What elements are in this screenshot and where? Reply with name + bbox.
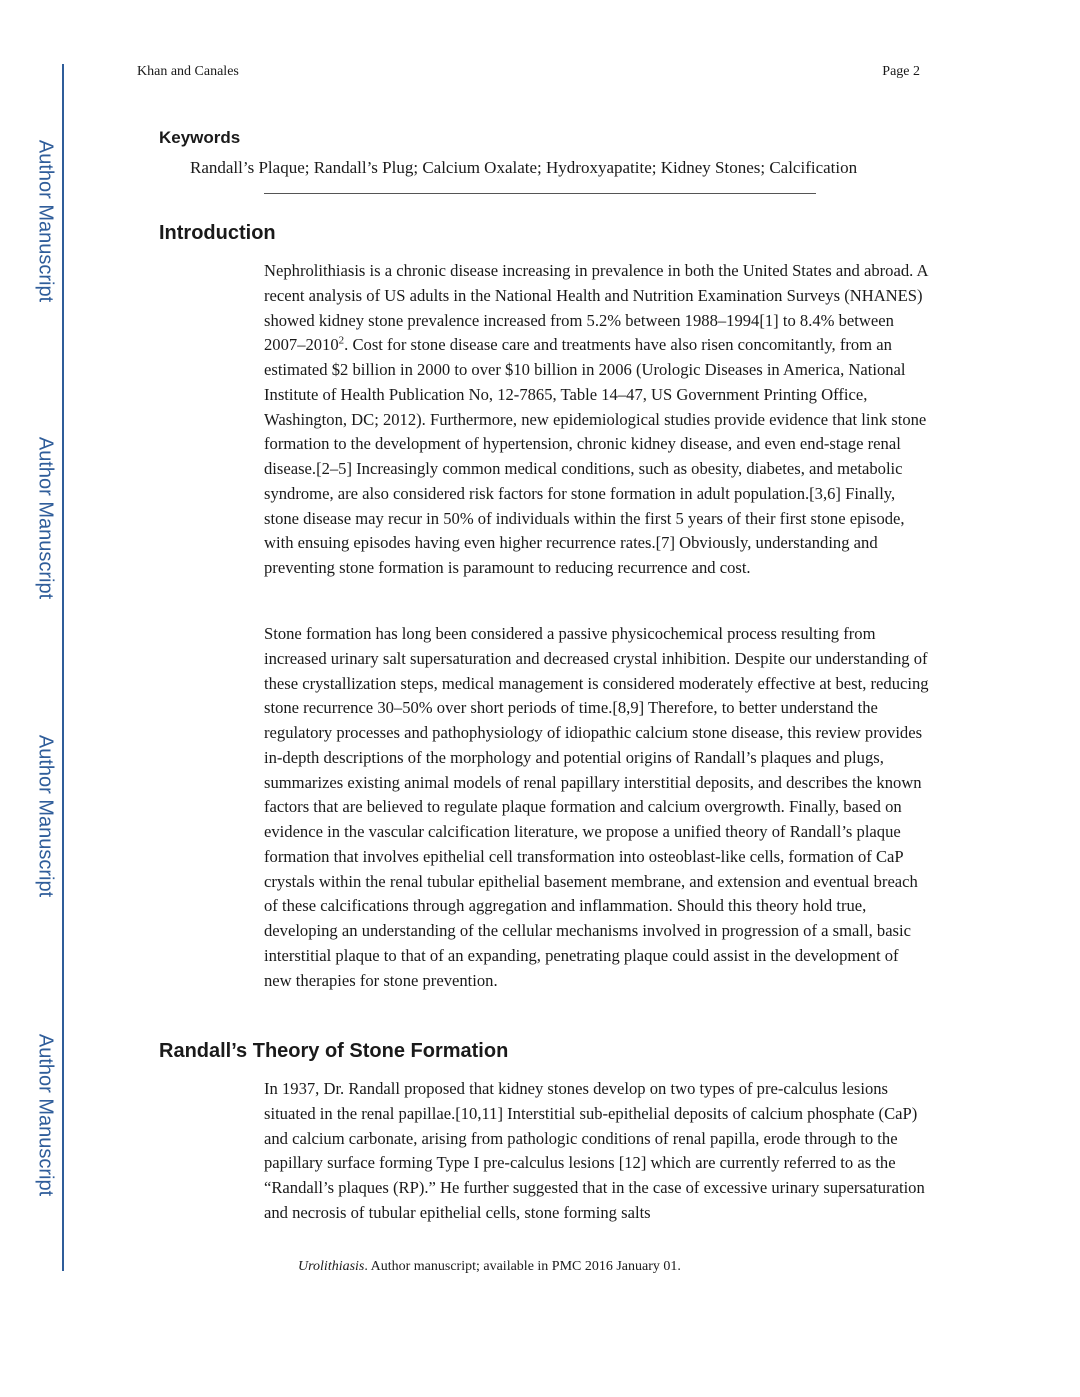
keywords-list: Randall’s Plaque; Randall’s Plug; Calcium Oxalate; Hydroxyapatite; Kidney Stones; Calcification [190, 158, 858, 177]
sidebar-label: Author Manuscript [34, 436, 57, 599]
sidebar-label: Author Manuscript [34, 139, 57, 302]
introduction-paragraph-2: Stone formation has long been considered a passive physicochemical process resulting from increased urinary salt supersaturation and decreased crystal inhibition. Despite our understanding of these crystallization steps, medical management is considered moderately effective at best, reducing stone recurrence 30–50% over short periods of time.[8,9] Therefore, to better understand the regulatory processes and pathophysiology of idiopathic calcium stone disease, this review provides in-depth descriptions of the morphology and potential origins of Randall’s plaques and plugs, summarizes existing animal models of renal papillary interstitial deposits, and describes the known factors that are believed to regulate plaque formation and calcium overgrowth. Finally, based on evidence in the vascular calcification literature, we propose a unified theory of Randall’s plaque formation that involves epithelial cell transformation into osteoblast-like cells, formation of CaP crystals within the renal tubular epithelial basement membrane, and extension and eventual breach of these calcifications through aggregation and inflammation. Should this theory hold true, developing an understanding of the cellular mechanisms involved in progression of a small, basic interstitial plaque to that of an expanding, penetrating plaque could assist in the development of new therapies for stone prevention. [264, 624, 929, 990]
sidebar-rule [62, 64, 64, 1271]
keywords-heading: Keywords [159, 128, 241, 147]
introduction-paragraph-1: Nephrolithiasis is a chronic disease increasing in prevalence in both the United States and abroad. A recent analysis of US adults in the National Health and Nutrition Examination Surveys (NHANES) showed kidney stone prevalence increased from 5.2% between 1988–1994[1] to 8.4% between 2007–2010$^2$. Cost for stone disease care and treatments have also risen concomitantly, from an estimated $2 billion in 2000 to over $10 billion in 2006 (Urologic Diseases in America, National Institute of Health Publication No, 12-7865, Table 14–47, US Government Printing Office, Washington, DC; 2012). Furthermore, new epidemiological studies provide evidence that link stone formation to the development of hypertension, chronic kidney disease, and even end-stage renal disease.[2–5] Increasingly common medical conditions, such as obesity, diabetes, and metabolic syndrome, are also considered risk factors for stone formation in adult population.[3,6] Finally, stone disease may recur in 50% of individuals within the first 5 years of their first stone episode, with ensuing episodes having even higher recurrence rates.[7] Obviously, understanding and preventing stone formation is paramount to reducing recurrence and cost. [264, 261, 932, 577]
running-head-page: Page 2 [882, 64, 920, 79]
journal-name: Urolithiasis [298, 1259, 365, 1274]
randalls-theory-paragraph-1: In 1937, Dr. Randall proposed that kidney stones develop on two types of pre-calculus lesions situated in the renal papillae.[10,11] Interstitial sub-epithelial deposits of calcium phosphate (CaP) and calcium carbonate, arising from pathologic conditions of renal papilla, erode through to the papillary surface forming Type I pre-calculus lesions [12] which are currently referred to as the “Randall’s plaques (RP).” He further suggested that in the case of excessive urinary supersaturation and necrosis of tubular epithelial cells, stone forming salts [264, 1079, 925, 1222]
running-head [137, 64, 920, 80]
sidebar-label: Author Manuscript [34, 734, 57, 897]
sidebar-label: Author Manuscript [34, 1033, 57, 1196]
introduction-heading: Introduction [159, 222, 276, 244]
running-head-authors: Khan and Canales [137, 64, 239, 79]
citation-superscript: 2 [338, 334, 345, 347]
keywords-divider [264, 193, 816, 194]
randalls-theory-heading: Randall’s Theory of Stone Formation [159, 1040, 509, 1062]
footer-citation: Urolithiasis. Author manuscript; available in PMC 2016 January 01. [298, 1259, 681, 1274]
